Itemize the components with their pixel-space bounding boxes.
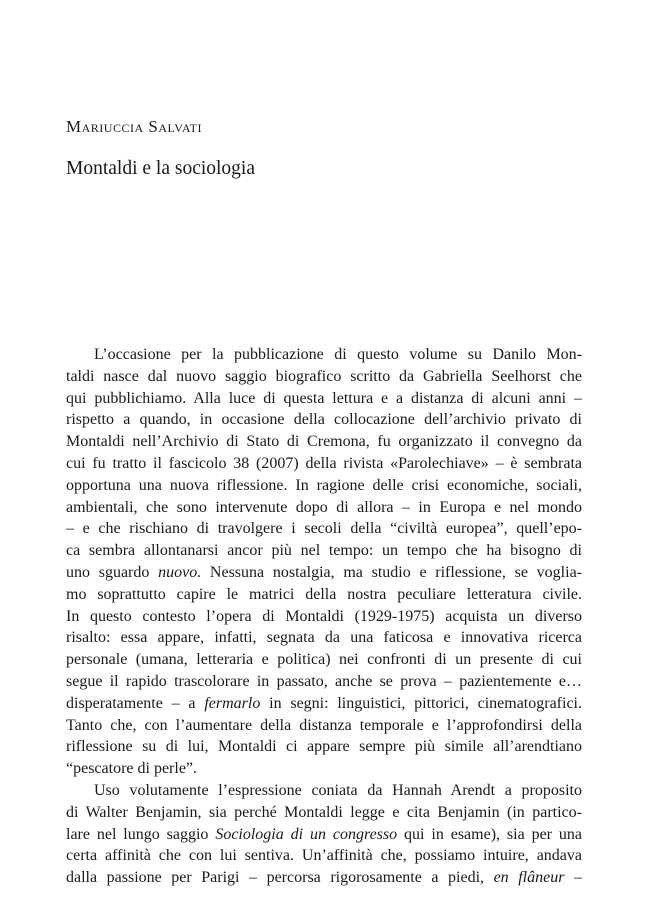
text-segment: mo soprattutto capire le matrici della nostra peculiare letteratura civile. <box>66 585 582 603</box>
italic-text: fermarlo <box>204 694 261 712</box>
text-line <box>66 453 582 475</box>
text-segment: ca sembra allontanarsi ancor più nel tempo: un tempo che ha bisogno di <box>66 542 582 560</box>
text-line <box>66 627 582 649</box>
body-text <box>66 344 582 889</box>
text-segment: risalto: essa appare, infatti, segnata da una faticosa e innovativa ricerca <box>66 629 582 647</box>
text-segment: di Walter Benjamin, sia perché Montaldi legge e cita Benjamin (in partico- <box>66 803 582 821</box>
text-segment: ambientali, che sono intervenute dopo di allora – in Europa e nel mondo <box>66 498 582 516</box>
text-segment: personale (umana, letteraria e politica) nei confronti di un presente di cui <box>66 651 582 669</box>
text-line <box>66 584 582 606</box>
text-segment: riflessione su di lui, Montaldi ci appare sempre più simile all’arendtiano <box>66 738 582 756</box>
text-segment: opportuna una nuova riflessione. In ragione delle crisi economiche, sociali, <box>66 476 582 494</box>
text-line <box>66 409 582 431</box>
text-segment: taldi nasce dal nuovo saggio biografico scritto da Gabriella Seelhorst che <box>66 367 582 385</box>
text-segment: Uso volutamente l’espressione coniata da Hannah Arendt a proposito <box>94 781 582 799</box>
text-line <box>66 671 582 693</box>
text-segment: segue il rapido trascolorare in passato, anche se prova – pazientemente e… <box>66 672 582 690</box>
text-line <box>66 344 582 366</box>
text-segment: – <box>564 869 582 887</box>
chapter-title: Montaldi e la sociologia <box>66 158 256 179</box>
text-line <box>66 736 582 758</box>
text-segment: qui in esame), sia per una <box>397 825 582 843</box>
text-segment: L’occasione per la pubblicazione di questo volume su Danilo Mon- <box>94 346 582 363</box>
text-line <box>66 824 582 846</box>
text-segment: Nessuna nostalgia, ma studio e riflessione, se voglia- <box>201 563 582 581</box>
text-line <box>66 475 582 497</box>
text-line <box>66 780 582 802</box>
text-segment: in segni: linguistici, pittorici, cinematografici. <box>260 694 582 712</box>
italic-text: nuovo. <box>158 563 202 581</box>
text-segment: In questo contesto l’opera di Montaldi (1929-1975) acquista un diverso <box>66 607 582 625</box>
text-line <box>66 540 582 562</box>
text-line <box>66 518 582 540</box>
italic-text: Sociologia di un congresso <box>215 825 398 843</box>
text-line <box>66 845 582 867</box>
text-line <box>66 606 582 628</box>
text-line <box>66 562 582 584</box>
text-segment: rispetto a quando, in occasione della collocazione dell’archivio privato di <box>66 411 582 429</box>
text-segment: Tanto che, con l’aumentare della distanza temporale e l’approfondirsi della <box>66 716 582 734</box>
text-segment: disperatamente – a <box>66 694 205 712</box>
text-line <box>66 366 582 388</box>
text-segment: lare nel lungo saggio <box>66 825 216 843</box>
text-line <box>66 867 582 889</box>
text-segment: uno sguardo <box>66 563 159 581</box>
text-line <box>66 758 582 780</box>
text-segment: cui fu tratto il fascicolo 38 (2007) della rivista «Parolechiave» – è sembrata <box>66 454 582 472</box>
author-name: Mariuccia Salvati <box>66 117 202 136</box>
text-line <box>66 802 582 824</box>
text-line <box>66 649 582 671</box>
text-line <box>66 693 582 715</box>
text-line <box>66 715 582 737</box>
text-line <box>66 388 582 410</box>
text-segment: “pescatore di perle”. <box>66 760 198 778</box>
italic-text: en flâneur <box>493 869 565 887</box>
text-line <box>66 431 582 453</box>
text-segment: qui pubblichiamo. Alla luce di questa lettura e a distanza di alcuni anni – <box>66 389 582 407</box>
text-segment: Montaldi nell’Archivio di Stato di Cremona, fu organizzato il convegno da <box>66 433 582 451</box>
text-line <box>66 497 582 519</box>
text-segment: certa affinità che con lui sentiva. Un’affinità che, possiamo intuire, andava <box>66 847 582 865</box>
text-segment: dalla passione per Parigi – percorsa rigorosamente a piedi, <box>66 869 494 887</box>
text-segment: – e che rischiano di travolgere i secoli della “civiltà europea”, quell’epo- <box>66 520 582 538</box>
